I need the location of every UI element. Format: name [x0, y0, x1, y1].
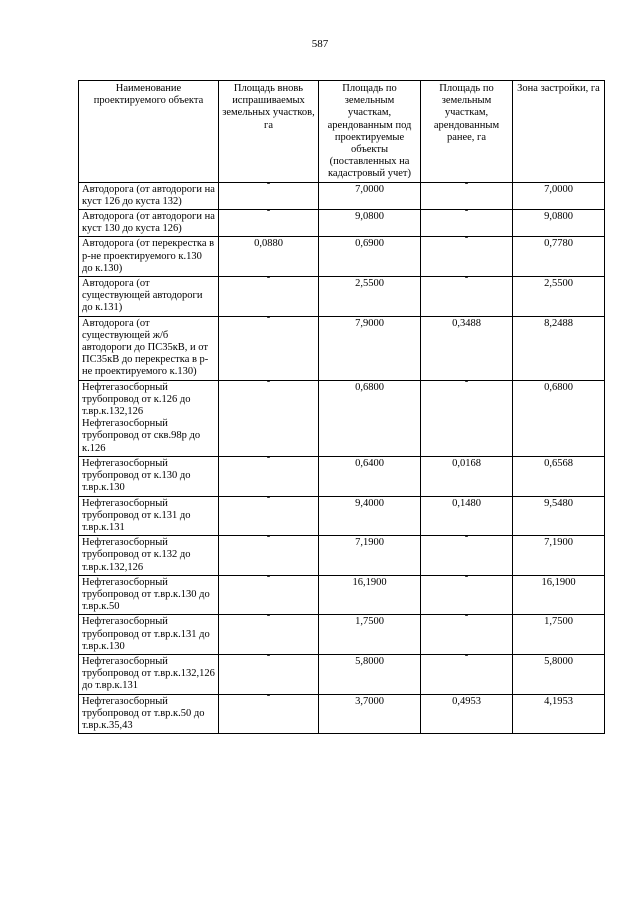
object-name-cell: Автодорога (от существующей автодороги до к.131) — [79, 277, 219, 317]
prior-leased-area-cell: 0,4953 — [421, 694, 513, 734]
new-area-cell — [219, 649, 319, 694]
build-zone-cell: 1,7500 — [513, 615, 605, 655]
new-area-cell — [219, 531, 319, 576]
new-area-cell — [219, 451, 319, 496]
table-row — [79, 615, 605, 655]
prior-leased-area-cell — [421, 531, 513, 576]
prior-leased-area-cell — [421, 375, 513, 456]
object-name-cell: Нефтегазосборный трубопровод от т.вр.к.130 до т.вр.к.50 — [79, 575, 219, 615]
object-name-cell: Нефтегазосборный трубопровод от т.вр.к.50 до т.вр.к.35,43 — [79, 694, 219, 734]
new-area-cell — [219, 311, 319, 380]
build-zone-cell: 4,1953 — [513, 694, 605, 734]
header-row — [79, 81, 605, 183]
empty-value-dash: - — [266, 570, 271, 582]
prior-leased-area-cell — [421, 232, 513, 277]
object-name-cell: Автодорога (от существующей ж/б автодороги до ПС35кВ, и от ПС35кВ до перекрестка в р-не проектируемого к.130) — [79, 316, 219, 380]
table-row — [79, 536, 605, 576]
header-leased-area: Площадь по земельным участкам, арендованным под проектируемые объекты (поставленных на кадастровый учет) — [319, 81, 421, 183]
prior-leased-area-cell — [421, 570, 513, 615]
object-name-cell: Нефтегазосборный трубопровод от т.вр.к.132,126 до т.вр.к.131 — [79, 654, 219, 694]
new-area-cell — [219, 205, 319, 237]
build-zone-cell: 9,0800 — [513, 210, 605, 237]
table-body — [79, 177, 605, 734]
empty-value-dash: - — [464, 205, 469, 217]
prior-leased-area-cell: 0,0168 — [421, 456, 513, 496]
new-area-cell — [219, 610, 319, 655]
build-zone-cell: 7,1900 — [513, 536, 605, 576]
prior-leased-area-cell — [421, 649, 513, 694]
build-zone-cell: 5,8000 — [513, 654, 605, 694]
empty-value-dash: - — [464, 272, 469, 284]
header-build-zone: Зона застройки, га — [513, 81, 605, 183]
build-zone-cell: 8,2488 — [513, 316, 605, 380]
empty-value-dash: - — [464, 232, 469, 244]
prior-leased-area-cell — [421, 272, 513, 317]
new-area-cell — [219, 689, 319, 734]
page-number: 587 — [311, 38, 329, 50]
empty-value-dash: - — [266, 491, 271, 503]
build-zone-cell: 0,7780 — [513, 237, 605, 277]
empty-value-dash: - — [266, 177, 271, 189]
empty-value-dash: - — [266, 649, 271, 661]
build-zone-cell: 0,6800 — [513, 380, 605, 456]
table-row — [79, 575, 605, 615]
empty-value-dash: - — [266, 689, 271, 701]
new-area-cell — [219, 570, 319, 615]
object-name-cell: Нефтегазосборный трубопровод от к.131 до т.вр.к.131 — [79, 496, 219, 536]
leased-area-cell: 9,0800 — [319, 210, 421, 237]
empty-value-dash: - — [464, 649, 469, 661]
table-row — [79, 277, 605, 317]
leased-area-cell: 7,1900 — [319, 536, 421, 576]
object-name-cell: Автодорога (от перекрестка в р-не проектируемого к.130 до к.130) — [79, 237, 219, 277]
object-name-cell: Нефтегазосборный трубопровод от к.130 до т.вр.к.130 — [79, 456, 219, 496]
land-area-table — [78, 80, 605, 734]
table-row — [79, 456, 605, 496]
empty-value-dash: - — [464, 610, 469, 622]
build-zone-cell: 9,5480 — [513, 496, 605, 536]
leased-area-cell: 7,9000 — [319, 316, 421, 380]
empty-value-dash: - — [266, 610, 271, 622]
leased-area-cell: 16,1900 — [319, 575, 421, 615]
build-zone-cell: 0,6568 — [513, 456, 605, 496]
leased-area-cell: 1,7500 — [319, 615, 421, 655]
empty-value-dash: - — [464, 375, 469, 387]
build-zone-cell: 2,5500 — [513, 277, 605, 317]
table-row — [79, 654, 605, 694]
prior-leased-area-cell: 0,3488 — [421, 316, 513, 380]
leased-area-cell: 5,8000 — [319, 654, 421, 694]
table-row — [79, 237, 605, 277]
table-row — [79, 380, 605, 456]
leased-area-cell: 9,4000 — [319, 496, 421, 536]
new-area-cell — [219, 491, 319, 536]
empty-value-dash: - — [464, 177, 469, 189]
new-area-cell: 0,0880 — [219, 237, 319, 277]
empty-value-dash: - — [266, 272, 271, 284]
new-area-cell — [219, 375, 319, 456]
leased-area-cell: 2,5500 — [319, 277, 421, 317]
empty-value-dash: - — [464, 531, 469, 543]
build-zone-cell: 16,1900 — [513, 575, 605, 615]
header-new-area: Площадь вновь испрашиваемых земельных участков, га — [219, 81, 319, 183]
empty-value-dash: - — [266, 531, 271, 543]
table-row — [79, 496, 605, 536]
header-prior-leased-area: Площадь по земельным участкам, арендованным ранее, га — [421, 81, 513, 183]
leased-area-cell: 0,6400 — [319, 456, 421, 496]
table-row — [79, 694, 605, 734]
empty-value-dash: - — [266, 375, 271, 387]
new-area-cell — [219, 272, 319, 317]
table-header — [79, 81, 605, 183]
leased-area-cell: 3,7000 — [319, 694, 421, 734]
leased-area-cell: 0,6800 — [319, 380, 421, 456]
empty-value-dash: - — [266, 205, 271, 217]
table-row — [79, 316, 605, 380]
prior-leased-area-cell: 0,1480 — [421, 496, 513, 536]
leased-area-cell: 7,0000 — [319, 182, 421, 209]
empty-value-dash: - — [266, 451, 271, 463]
build-zone-cell: 7,0000 — [513, 182, 605, 209]
table-row — [79, 182, 605, 209]
empty-value-dash: - — [464, 570, 469, 582]
table-row — [79, 210, 605, 237]
object-name-cell: Нефтегазосборный трубопровод от т.вр.к.131 до т.вр.к.130 — [79, 615, 219, 655]
empty-value-dash: - — [266, 311, 271, 323]
leased-area-cell: 0,6900 — [319, 237, 421, 277]
prior-leased-area-cell — [421, 610, 513, 655]
object-name-cell: Нефтегазосборный трубопровод от к.132 до т.вр.к.132,126 — [79, 536, 219, 576]
header-object-name: Наименование проектируемого объекта — [79, 81, 219, 183]
object-name-cell: Автодорога (от автодороги на куст 126 до куста 132) — [79, 182, 219, 209]
object-name-cell: Автодорога (от автодороги на куст 130 до куста 126) — [79, 210, 219, 237]
object-name-cell: Нефтегазосборный трубопровод от к.126 до т.вр.к.132,126 Нефтегазосборный трубопровод от скв.98р до к.126 — [79, 380, 219, 456]
